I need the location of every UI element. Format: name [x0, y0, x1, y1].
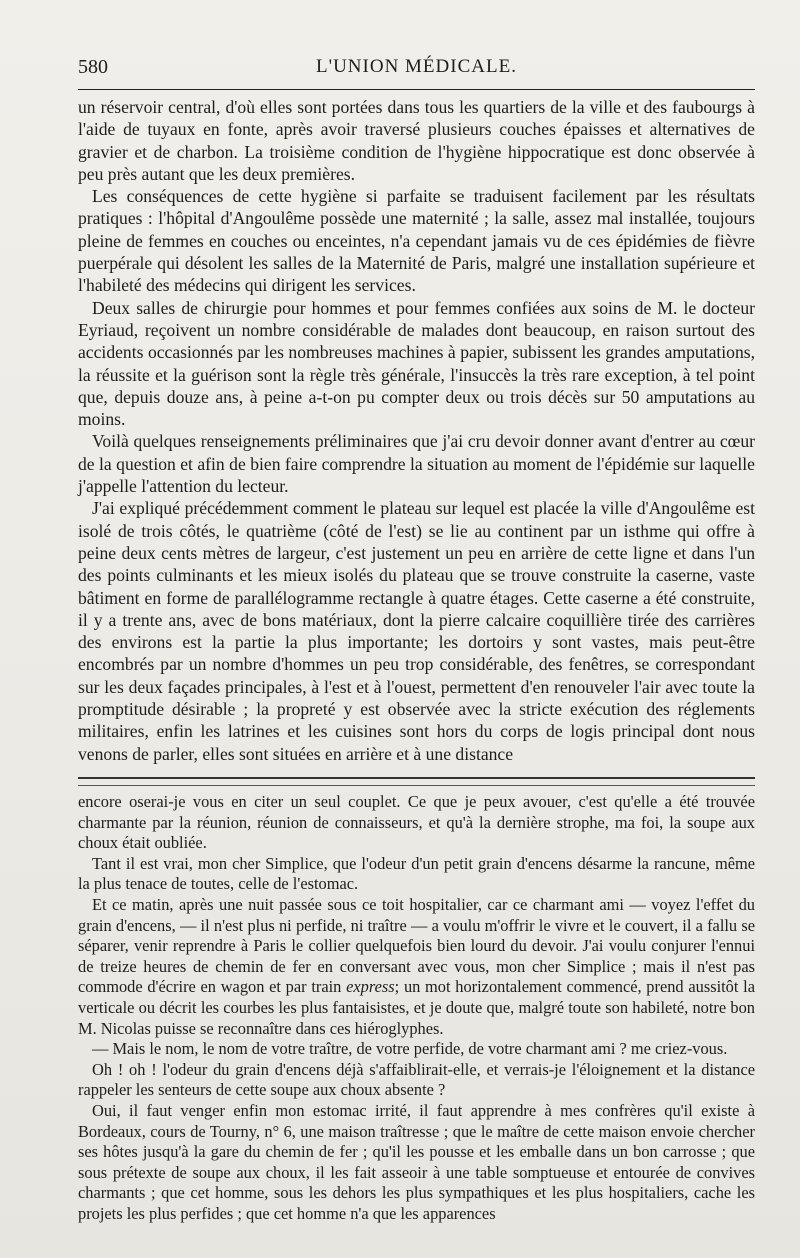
feuilleton-divider	[78, 777, 755, 786]
header-rule	[78, 89, 755, 90]
article-paragraph: un réservoir central, d'où elles sont portées dans tous les quartiers de la ville et des faubourgs à l'aide de tuyaux en fonte, après avoir traversé plusieurs couches épaisses et alternatives de gravier et de charbon. La troisième condition de l'hygiène hippocratique est donc observée à peu près autant que les deux premières.	[78, 97, 755, 184]
article-paragraph: Les conséquences de cette hygiène si parfaite se traduisent facilement par les résultats pratiques : l'hôpital d'Angoulême possède une maternité ; la salle, assez mal installée, toujours pleine de femmes en couches ou enceintes, n'a cependant jamais vu de ces épidémies de fièvre puerpérale qui désolent les salles de la Maternité de Paris, malgré une installation supérieure et l'habileté des médecins qui dirigent les services.	[78, 186, 755, 296]
feuilleton-paragraph	[78, 895, 755, 1039]
feuilleton-paragraph: Tant il est vrai, mon cher Simplice, que l'odeur d'un petit grain d'encens désarme la rancune, même la plus tenace de toutes, celle de l'estomac.	[78, 853, 755, 894]
article-paragraph: J'ai expliqué précédemment comment le plateau sur lequel est placée la ville d'Angoulême est isolé de trois côtés, le quatrième (côté de l'est) se lie au continent par un isthme qui offre à peine deux cents mètres de largeur, c'est justement un peu en arrière de cette ligne et dans l'un des points culminants et les mieux isolés du plateau que se trouve construite la caserne, vaste bâtiment en forme de parallélogramme rectangle à quatre étages. Cette caserne a été construite, il y a trente ans, avec de bons matériaux, dont la pierre calcaire coquillière tirée des carrières des environs est la partie la plus importante; les dortoirs y sont vastes, mais peut-être encombrés par un nombre d'hommes un peu trop considérable, des fenêtres, se correspondant sur les deux façades principales, à l'est et à l'ouest, permettent d'en renouveler l'air avec toute la promptitude désirable ; la propreté y est observée avec la stricte exécution des réglements militaires, enfin les latrines et les cuisines sont hors du corps de logis principal dont nous venons de parler, elles sont situées en arrière et à une distance	[78, 498, 755, 764]
page-header	[78, 52, 755, 86]
italic-word: express	[346, 977, 395, 997]
article-paragraph: Voilà quelques renseignements préliminaires que j'ai cru devoir donner avant d'entrer au cœur de la question et afin de bien faire comprendre la situation au moment de l'épidémie sur laquelle j'appelle l'attention du lecteur.	[78, 431, 755, 497]
feuilleton-paragraph: encore oserai-je vous en citer un seul couplet. Ce que je peux avouer, c'est qu'elle a été trouvée charmante par la réunion, réunion de connaisseurs, et qu'à la dernière strophe, ma foi, la soupe aux choux était oubliée.	[78, 792, 755, 853]
feuilleton-paragraph: Oui, il faut venger enfin mon estomac irrité, il faut apprendre à mes confrères qu'il existe à Bordeaux, cours de Tourny, n° 6, une maison traîtresse ; que le maître de cette maison envoie chercher ses hôtes jusqu'à la gare du chemin de fer ; qu'il les pousse et les emballe dans un bon carrosse ; que sous prétexte de soupe aux choux, il les fait asseoir à une table somptueuse et entourée de convives charmants ; que cet homme, sous les dehors les plus sympathiques et les plus hospitaliers, cache les projets les plus perfides ; que cet homme n'a que les apparences	[78, 1100, 755, 1223]
page-number: 580	[78, 56, 108, 78]
paragraph-text: Et ce matin, après une nuit passée sous ce toit hospitalier, car ce charmant ami — voyez l'effet du grain d'encens, — il n'est plus ni perfide, ni traître — a voulu m'offrir le vivre et le couvert, il a fallu se séparer, venir reprendre à Paris le collier quelquefois bien lourd du devoir. J'ai voulu conjurer l'ennui de treize heures de chemin de fer en conversant avec vous, mon cher Simplice ; mais il n'est pas commode d'écrire en wagon et par train	[78, 894, 755, 997]
paragraph-text: ; un mot horizontalement commencé, prend aussitôt la verticale ou décrit les courbes les plus fantaisistes, et je doute que, malgré toute son habileté, notre bon M. Nicolas puisse se reconnaître dans ces hiéroglyphes.	[78, 977, 755, 1038]
feuilleton-section	[78, 792, 755, 1224]
feuilleton-paragraph: — Mais le nom, le nom de votre traître, de votre perfide, de votre charmant ami ? me criez-vous.	[92, 1039, 728, 1059]
main-article	[78, 96, 755, 765]
article-paragraph: Deux salles de chirurgie pour hommes et pour femmes confiées aux soins de M. le docteur Eyriaud, reçoivent un nombre considérable de malades dont beaucoup, en raison surtout des accidents occasionnés par les nombreuses machines à papier, subissent les grandes amputations, la réussite et la guérison sont la règle très générale, l'insuccès la très rare exception, à tel point que, depuis douze ans, à peine a-t-on pu compter deux ou trois décès sur 50 amputations au moins.	[78, 297, 755, 430]
feuilleton-paragraph: Oh ! oh ! l'odeur du grain d'encens déjà s'affaiblirait-elle, et verrais-je l'éloignement et la distance rappeler les senteurs de cette soupe aux choux absente ?	[78, 1059, 755, 1100]
running-title: L'UNION MÉDICALE.	[316, 56, 517, 77]
